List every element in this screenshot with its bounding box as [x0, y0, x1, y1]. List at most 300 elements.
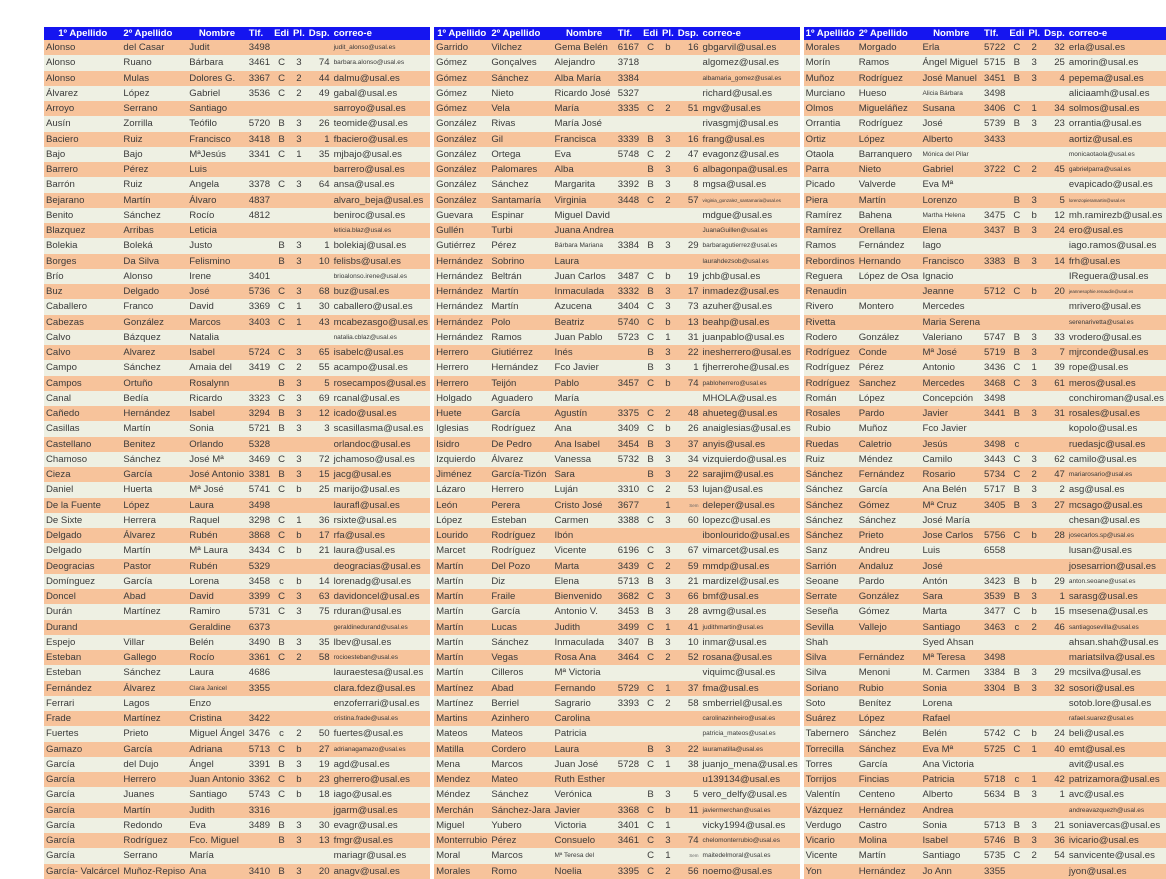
table-row	[434, 650, 800, 665]
cell-nombre: Victoria	[553, 818, 616, 833]
cell-edi: C	[1007, 726, 1026, 741]
cell-correo[interactable]: rosecampos@usal.es	[332, 376, 431, 391]
cell-apellido2: Berriel	[489, 696, 552, 711]
cell-correo[interactable]: josecarlos.sp@usal.es	[1067, 528, 1166, 543]
table-row	[434, 513, 800, 528]
column-header-edi[interactable]: Edi	[643, 28, 659, 39]
cell-apellido2: Rodríguez	[489, 421, 552, 436]
cell-nombre: Eva	[553, 147, 616, 162]
cell-correo[interactable]: lauramatilla@usal.es	[701, 742, 800, 757]
cell-correo[interactable]: mrivero@usal.es	[1067, 299, 1166, 314]
column-header-apellido1[interactable]: 1º Apellido	[434, 27, 489, 40]
cell-correo[interactable]: avit@usal.es	[1067, 757, 1166, 772]
cell-correo[interactable]: enzoferrari@usal.es	[332, 696, 431, 711]
cell-correo[interactable]: rocioesteban@usal.es	[332, 650, 431, 665]
cell-correo[interactable]: lbev@usal.es	[332, 635, 431, 650]
cell-edi: C	[641, 513, 660, 528]
cell-correo[interactable]: lauraestesa@usal.es	[332, 665, 431, 680]
cell-tlf	[616, 711, 641, 726]
cell-correo[interactable]: anton.seoane@usal.es	[1067, 574, 1166, 589]
cell-correo[interactable]: brioalonso.irene@usal.es	[332, 269, 431, 284]
cell-tlf: 5747	[982, 330, 1007, 345]
cell-correo[interactable]: alvaro_beja@usal.es	[332, 193, 431, 208]
cell-correo[interactable]: anyis@usal.es	[701, 437, 800, 452]
cell-correo[interactable]: juanpablo@usal.es	[701, 330, 800, 345]
cell-correo[interactable]: rfa@usal.es	[332, 528, 431, 543]
cell-correo[interactable]: asg@usal.es	[1067, 482, 1166, 497]
column-header-apellido1[interactable]: 1º Apellido	[44, 27, 121, 40]
cell-correo[interactable]: richard@usal.es	[701, 86, 800, 101]
cell-correo[interactable]: rope@usal.es	[1067, 360, 1166, 375]
cell-correo[interactable]: avmg@usal.es	[701, 604, 800, 619]
cell-apellido1: Calvo	[44, 330, 121, 345]
cell-correo[interactable]: santiagosevilla@usal.es	[1067, 620, 1166, 635]
cell-correo[interactable]: rafael.suarez@usal.es	[1067, 711, 1166, 726]
cell-correo[interactable]: barrero@usal.es	[332, 162, 431, 177]
cell-correo[interactable]: sanvicente@usal.es	[1067, 848, 1166, 863]
cell-tlf: 3418	[247, 132, 272, 147]
cell-correo[interactable]: albagonpa@usal.es	[701, 162, 800, 177]
table-row	[804, 757, 1166, 772]
cell-correo[interactable]: evagr@usal.es	[332, 818, 431, 833]
cell-correo[interactable]: vicky1994@usal.es	[701, 818, 800, 833]
cell-tlf: 3391	[247, 757, 272, 772]
cell-pl: 1	[1026, 101, 1042, 116]
cell-correo[interactable]: evagonz@usal.es	[701, 147, 800, 162]
cell-correo[interactable]: caballero@usal.es	[332, 299, 431, 314]
cell-nombre: Rafael	[920, 711, 982, 726]
cell-correo[interactable]: orrantia@usal.es	[1067, 116, 1166, 131]
cell-nombre: Mª Teresa	[920, 650, 982, 665]
cell-correo[interactable]: mcsilva@usal.es	[1067, 665, 1166, 680]
cell-dsp: 54	[1042, 848, 1067, 863]
cell-tlf: 3406	[982, 101, 1007, 116]
cell-correo[interactable]: adrianagamazo@usal.es	[332, 742, 431, 757]
cell-tlf	[616, 742, 641, 757]
cell-edi: C	[272, 71, 291, 86]
cell-nombre: Dolores G.	[187, 71, 246, 86]
cell-apellido2: García	[121, 574, 187, 589]
cell-correo[interactable]: natalia.cblaz@usal.es	[332, 330, 431, 345]
cell-edi: B	[1007, 116, 1026, 131]
cell-apellido1: Rodríguez	[804, 345, 857, 360]
column-header-edi[interactable]: Edi	[1009, 28, 1025, 39]
cell-apellido2: García	[857, 757, 921, 772]
cell-apellido2: Ramos	[489, 330, 552, 345]
cell-apellido1: Huete	[434, 406, 489, 421]
cell-correo[interactable]: rivasgmj@usal.es	[701, 116, 800, 131]
cell-correo[interactable]: mjrconde@usal.es	[1067, 345, 1166, 360]
cell-nombre: Luis	[187, 162, 246, 177]
cell-pl	[1026, 696, 1042, 711]
column-header-nombre[interactable]: Nombre	[920, 27, 982, 40]
cell-apellido1: Hernández	[434, 254, 489, 269]
cell-correo[interactable]: iago@usal.es	[332, 787, 431, 802]
cell-pl: 3	[660, 177, 676, 192]
cell-correo[interactable]: mdgue@usal.es	[701, 208, 800, 223]
cell-correo[interactable]: inmar@usal.es	[701, 635, 800, 650]
cell-correo[interactable]: algomez@usal.es	[701, 55, 800, 70]
cell-correo[interactable]: rsixte@usal.es	[332, 513, 431, 528]
cell-correo[interactable]: leticia.blaz@usal.es	[332, 223, 431, 238]
column-header-tlf[interactable]: Tlf.	[982, 27, 1007, 40]
cell-nombre: Azucena	[553, 299, 616, 314]
cell-correo[interactable]: msesena@usal.es	[1067, 604, 1166, 619]
cell-correo[interactable]: sarajim@usal.es	[701, 467, 800, 482]
cell-correo[interactable]: rduran@usal.es	[332, 604, 431, 619]
cell-correo[interactable]: acampo@usal.es	[332, 360, 431, 375]
cell-correo[interactable]: orlandoc@usal.es	[332, 437, 431, 452]
column-header-dsp[interactable]: Dsp.	[1044, 28, 1065, 39]
cell-apellido1: Silva	[804, 665, 857, 680]
cell-correo[interactable]: javiermerchan@usal.es	[701, 803, 800, 818]
cell-nombre: Vicente	[553, 543, 616, 558]
cell-correo[interactable]: dalmu@usal.es	[332, 71, 431, 86]
cell-nombre: Rubén	[187, 528, 246, 543]
cell-correo[interactable]: chelomonterrubio@usal.es	[701, 833, 800, 848]
column-header-nombre[interactable]: Nombre	[553, 27, 616, 40]
cell-correo[interactable]: isabelc@usal.es	[332, 345, 431, 360]
cell-correo[interactable]: rcanal@usal.es	[332, 391, 431, 406]
column-header-dsp[interactable]: Dsp.	[308, 28, 330, 39]
cell-apellido2: Palomares	[489, 162, 552, 177]
cell-correo[interactable]: noemo@usal.es	[701, 864, 800, 879]
column-header-pl[interactable]: Pl.	[293, 28, 305, 39]
cell-correo[interactable]: ibonlourido@usal.es	[701, 528, 800, 543]
cell-correo[interactable]: albamaria_gomez@usal.es	[701, 71, 800, 86]
table-row	[804, 742, 1166, 757]
cell-correo[interactable]: evapicado@usal.es	[1067, 177, 1166, 192]
cell-correo[interactable]: camilo@usal.es	[1067, 452, 1166, 467]
cell-correo[interactable]: anagv@usal.es	[332, 864, 431, 879]
cell-apellido2: Ruano	[121, 55, 187, 70]
cell-dsp: 68	[307, 284, 332, 299]
cell-correo[interactable]: mh.ramirezb@usal.es	[1067, 208, 1166, 223]
cell-tlf	[247, 848, 272, 863]
cell-correo[interactable]: lopezc@usal.es	[701, 513, 800, 528]
column-header-pl[interactable]: Pl.	[1028, 28, 1041, 39]
cell-correo[interactable]: carolinazinheiro@usal.es	[701, 711, 800, 726]
cell-correo[interactable]: solmos@usal.es	[1067, 101, 1166, 116]
cell-apellido1: Mateos	[434, 726, 489, 741]
cell-correo[interactable]: patrizamora@usal.es	[1067, 772, 1166, 787]
cell-correo[interactable]: cristina.frade@usal.es	[332, 711, 431, 726]
cell-correo[interactable]: marijo@usal.es	[332, 482, 431, 497]
cell-tlf: 3498	[982, 391, 1007, 406]
cell-correo[interactable]: josesarrion@usal.es	[1067, 559, 1166, 574]
cell-apellido1: Deogracias	[44, 559, 121, 574]
cell-correo[interactable]: azuher@usal.es	[701, 299, 800, 314]
cell-dsp: 53	[676, 482, 701, 497]
cell-correo[interactable]: virginia_gonzalez_santamaria@usal.es	[701, 193, 800, 208]
cell-apellido2: López	[857, 711, 921, 726]
cell-correo[interactable]: deogracias@usal.es	[332, 559, 431, 574]
cell-edi: B	[272, 818, 291, 833]
table-row	[44, 437, 430, 452]
cell-correo[interactable]: kopolo@usal.es	[1067, 421, 1166, 436]
cell-dsp	[1042, 757, 1067, 772]
column-header-correo[interactable]: correo-e	[332, 27, 431, 40]
cell-correo[interactable]: gabal@usal.es	[332, 86, 431, 101]
cell-correo[interactable]: fbaciero@usal.es	[332, 132, 431, 147]
cell-correo[interactable]: amorin@usal.es	[1067, 55, 1166, 70]
cell-correo[interactable]: felisbs@usal.es	[332, 254, 431, 269]
table-row	[804, 726, 1166, 741]
cell-apellido2: Gallego	[121, 650, 187, 665]
table-row	[434, 757, 800, 772]
cell-correo[interactable]: gabrielparra@usal.es	[1067, 162, 1166, 177]
column-header-apellido2[interactable]: 2º Apellido	[857, 27, 921, 40]
cell-apellido2: Ortega	[489, 147, 552, 162]
cell-correo[interactable]: frang@usal.es	[701, 132, 800, 147]
cell-nombre: Noelia	[553, 864, 616, 879]
cell-apellido1: Román	[804, 391, 857, 406]
cell-correo[interactable]: laurafl@usal.es	[332, 498, 431, 513]
cell-apellido1: Delgado	[44, 543, 121, 558]
table-row	[434, 864, 800, 879]
cell-correo[interactable]: judithmartin@usal.es	[701, 620, 800, 635]
cell-correo[interactable]: bolekiaj@usal.es	[332, 238, 431, 253]
cell-correo[interactable]: mgsa@usal.es	[701, 177, 800, 192]
cell-correo[interactable]: icado@usal.es	[332, 406, 431, 421]
cell-correo[interactable]: iago.ramos@usal.es	[1067, 238, 1166, 253]
cell-correo[interactable]: barbaragutierrez@usal.es	[701, 238, 800, 253]
cell-correo[interactable]: jgarm@usal.es	[332, 803, 431, 818]
cell-dsp: 22	[676, 467, 701, 482]
cell-correo[interactable]: mardizel@usal.es	[701, 574, 800, 589]
cell-correo[interactable]: mcabezasgo@usal.es	[332, 315, 431, 330]
cell-apellido1: Verdugo	[804, 818, 857, 833]
cell-correo[interactable]: geraldinedurand@usal.es	[332, 620, 431, 635]
cell-apellido2: Ruiz	[121, 177, 187, 192]
cell-correo[interactable]: chesan@usal.es	[1067, 513, 1166, 528]
cell-correo[interactable]: juanjo_mena@usal.es	[701, 757, 800, 772]
cell-nombre: Rosalynn	[187, 376, 246, 391]
cell-correo[interactable]: judit_alonso@usal.es	[332, 40, 431, 55]
cell-correo[interactable]: rosana@usal.es	[701, 650, 800, 665]
cell-correo[interactable]: viquimc@usal.es	[701, 665, 800, 680]
column-header-tlf[interactable]: Tlf.	[247, 27, 272, 40]
cell-tlf: 5725	[982, 742, 1007, 757]
cell-apellido1: Lázaro	[434, 482, 489, 497]
column-header-correo[interactable]: correo-e	[1067, 27, 1166, 40]
cell-correo[interactable]: ansa@usal.es	[332, 177, 431, 192]
cell-correo[interactable]: jyon@usal.es	[1067, 864, 1166, 879]
cell-edi: C	[641, 482, 660, 497]
cell-correo[interactable]: jeannesophie.renaudin@usal.es	[1067, 284, 1166, 299]
cell-apellido1: Vicente	[804, 848, 857, 863]
cell-apellido2: Benitez	[121, 437, 187, 452]
cell-apellido2: Perera	[489, 498, 552, 513]
cell-correo[interactable]: gherrero@usal.es	[332, 772, 431, 787]
cell-correo[interactable]: rosales@usal.es	[1067, 406, 1166, 421]
cell-correo[interactable]: mariatsilva@usal.es	[1067, 650, 1166, 665]
cell-correo[interactable]: patricia_mateos@usal.es	[701, 726, 800, 741]
cell-correo[interactable]: lorenzopieramartin@usal.es	[1067, 193, 1166, 208]
cell-tlf: 3388	[616, 513, 641, 528]
cell-correo[interactable]: sarroyo@usal.es	[332, 101, 431, 116]
cell-correo[interactable]: barbara.alonso@usal.es	[332, 55, 431, 70]
cell-correo[interactable]: jchb@usal.es	[701, 269, 800, 284]
cell-correo[interactable]: jacg@usal.es	[332, 467, 431, 482]
cell-pl	[1026, 803, 1042, 818]
cell-correo[interactable]: monicaotaola@usal.es	[1067, 147, 1166, 162]
cell-correo[interactable]: u139134@usal.es	[701, 772, 800, 787]
cell-correo[interactable]: pabloherrero@usal.es	[701, 376, 800, 391]
cell-correo[interactable]: emt@usal.es	[1067, 742, 1166, 757]
cell-correo[interactable]: anaiglesias@usal.es	[701, 421, 800, 436]
cell-correo[interactable]: fuertes@usal.es	[332, 726, 431, 741]
column-header-dsp[interactable]: Dsp.	[677, 28, 699, 39]
cell-correo[interactable]: maitedelmoral@usal.es	[701, 848, 800, 863]
cell-correo[interactable]: beahp@usal.es	[701, 315, 800, 330]
cell-edi	[1007, 391, 1026, 406]
cell-edi: c	[1007, 437, 1026, 452]
cell-apellido2: Menoni	[857, 665, 921, 680]
cell-correo[interactable]: agd@usal.es	[332, 757, 431, 772]
cell-correo[interactable]: vrodero@usal.es	[1067, 330, 1166, 345]
cell-correo[interactable]: mmdp@usal.es	[701, 559, 800, 574]
cell-nombre: Inmaculada	[553, 284, 616, 299]
cell-correo[interactable]: andreavazquezh@usal.es	[1067, 803, 1166, 818]
cell-correo[interactable]: lusan@usal.es	[1067, 543, 1166, 558]
cell-correo[interactable]: buz@usal.es	[332, 284, 431, 299]
cell-correo[interactable]: mariarosario@usal.es	[1067, 467, 1166, 482]
cell-nombre: Sonia	[187, 421, 246, 436]
cell-pl: 3	[660, 345, 676, 360]
cell-nombre: Ana	[553, 421, 616, 436]
cell-correo[interactable]: deleper@usal.es	[701, 498, 800, 513]
cell-correo[interactable]: conchiroman@usal.es	[1067, 391, 1166, 406]
cell-tlf: 6196	[616, 543, 641, 558]
cell-apellido1: Cabezas	[44, 315, 121, 330]
column-header-edi[interactable]: Edi	[274, 28, 290, 39]
cell-edi: C	[1007, 467, 1026, 482]
cell-correo[interactable]: vizquierdo@usal.es	[701, 452, 800, 467]
cell-correo[interactable]: vimarcet@usal.es	[701, 543, 800, 558]
cell-correo[interactable]: teomide@usal.es	[332, 116, 431, 131]
cell-correo[interactable]: lorenadg@usal.es	[332, 574, 431, 589]
column-header-correo[interactable]: correo-e	[701, 27, 800, 40]
cell-dsp: 20	[1042, 284, 1067, 299]
cell-correo[interactable]: IReguera@usal.es	[1067, 269, 1166, 284]
cell-apellido1: Rivero	[804, 299, 857, 314]
cell-dsp: 39	[1042, 360, 1067, 375]
cell-correo[interactable]: ero@usal.es	[1067, 223, 1166, 238]
cell-edi: B	[272, 467, 291, 482]
cell-tlf: 3468	[982, 376, 1007, 391]
cell-correo[interactable]: erla@usal.es	[1067, 40, 1166, 55]
cell-dsp	[676, 772, 701, 787]
cell-correo[interactable]: ahueteg@usal.es	[701, 406, 800, 421]
cell-correo[interactable]: fjherrerohe@usal.es	[701, 360, 800, 375]
cell-correo[interactable]: lujan@usal.es	[701, 482, 800, 497]
cell-pl	[291, 330, 307, 345]
cell-correo[interactable]: laura@usal.es	[332, 543, 431, 558]
cell-correo[interactable]: ahsan.shah@usal.es	[1067, 635, 1166, 650]
cell-apellido1: Alonso	[44, 40, 121, 55]
cell-pl	[291, 681, 307, 696]
cell-dsp	[307, 223, 332, 238]
cell-correo[interactable]: MHOLA@usal.es	[701, 391, 800, 406]
cell-correo[interactable]: mgv@usal.es	[701, 101, 800, 116]
cell-correo[interactable]: davidoncel@usal.es	[332, 589, 431, 604]
cell-apellido1: Torrecilla	[804, 742, 857, 757]
cell-nombre: M. Carmen	[920, 665, 982, 680]
cell-correo[interactable]: inesherrero@usal.es	[701, 345, 800, 360]
cell-correo[interactable]: mariagr@usal.es	[332, 848, 431, 863]
table-row	[804, 254, 1166, 269]
cell-pl	[291, 498, 307, 513]
cell-correo[interactable]: beniroc@usal.es	[332, 208, 431, 223]
cell-correo[interactable]: fmgr@usal.es	[332, 833, 431, 848]
cell-correo[interactable]: soniavercas@usal.es	[1067, 818, 1166, 833]
cell-correo[interactable]: avc@usal.es	[1067, 787, 1166, 802]
column-header-apellido2[interactable]: 2º Apellido	[489, 27, 552, 40]
cell-tlf	[616, 787, 641, 802]
cell-correo[interactable]: bmf@usal.es	[701, 589, 800, 604]
cell-correo[interactable]: ivicario@usal.es	[1067, 833, 1166, 848]
cell-tlf: 3355	[982, 864, 1007, 879]
cell-correo[interactable]: inmadez@usal.es	[701, 284, 800, 299]
cell-nombre: Virginia	[553, 193, 616, 208]
cell-correo[interactable]: pepema@usal.es	[1067, 71, 1166, 86]
cell-correo[interactable]: scasillasma@usal.es	[332, 421, 431, 436]
cell-correo[interactable]: gbgarvil@usal.es	[701, 40, 800, 55]
cell-correo[interactable]: meros@usal.es	[1067, 376, 1166, 391]
cell-correo[interactable]: jchamoso@usal.es	[332, 452, 431, 467]
cell-pl	[291, 848, 307, 863]
cell-correo[interactable]: mjbajo@usal.es	[332, 147, 431, 162]
cell-tlf: 5719	[982, 345, 1007, 360]
table-row	[434, 101, 800, 116]
cell-edi	[641, 665, 660, 680]
column-header-tlf[interactable]: Tlf.	[616, 27, 641, 40]
cell-pl	[1026, 543, 1042, 558]
cell-correo[interactable]: sosori@usal.es	[1067, 681, 1166, 696]
cell-correo[interactable]: aliciaamh@usal.es	[1067, 86, 1166, 101]
column-header-nombre[interactable]: Nombre	[187, 27, 246, 40]
cell-correo[interactable]: sarasg@usal.es	[1067, 589, 1166, 604]
cell-nombre: Bienvenido	[553, 589, 616, 604]
cell-correo[interactable]: beli@usal.es	[1067, 726, 1166, 741]
cell-correo[interactable]: smberriel@usal.es	[701, 696, 800, 711]
cell-nombre: Juana Andrea	[553, 223, 616, 238]
column-header-apellido2[interactable]: 2º Apellido	[121, 27, 187, 40]
cell-correo[interactable]: vero_delfy@usal.es	[701, 787, 800, 802]
cell-correo[interactable]: clara.fdez@usal.es	[332, 681, 431, 696]
cell-correo[interactable]: mcsago@usal.es	[1067, 498, 1166, 513]
cell-correo[interactable]: frh@usal.es	[1067, 254, 1166, 269]
cell-correo[interactable]: sotob.lore@usal.es	[1067, 696, 1166, 711]
cell-correo[interactable]: ruedasjc@usal.es	[1067, 437, 1166, 452]
cell-pl: 3	[660, 574, 676, 589]
table-row	[804, 55, 1166, 70]
cell-nombre: Susana	[920, 101, 982, 116]
cell-correo[interactable]: fma@usal.es	[701, 681, 800, 696]
cell-correo[interactable]: aortiz@usal.es	[1067, 132, 1166, 147]
cell-pl	[660, 726, 676, 741]
cell-correo[interactable]: laurahdezsob@usal.es	[701, 254, 800, 269]
cell-tlf: 5329	[247, 559, 272, 574]
cell-dsp: 25	[307, 482, 332, 497]
column-header-pl[interactable]: Pl.	[662, 28, 674, 39]
table-row	[44, 71, 430, 86]
column-header-apellido1[interactable]: 1º Apellido	[804, 27, 857, 40]
cell-correo[interactable]: JuanaGuillen@usal.es	[701, 223, 800, 238]
cell-correo[interactable]: serenarivetta@usal.es	[1067, 315, 1166, 330]
cell-tlf: 5724	[247, 345, 272, 360]
